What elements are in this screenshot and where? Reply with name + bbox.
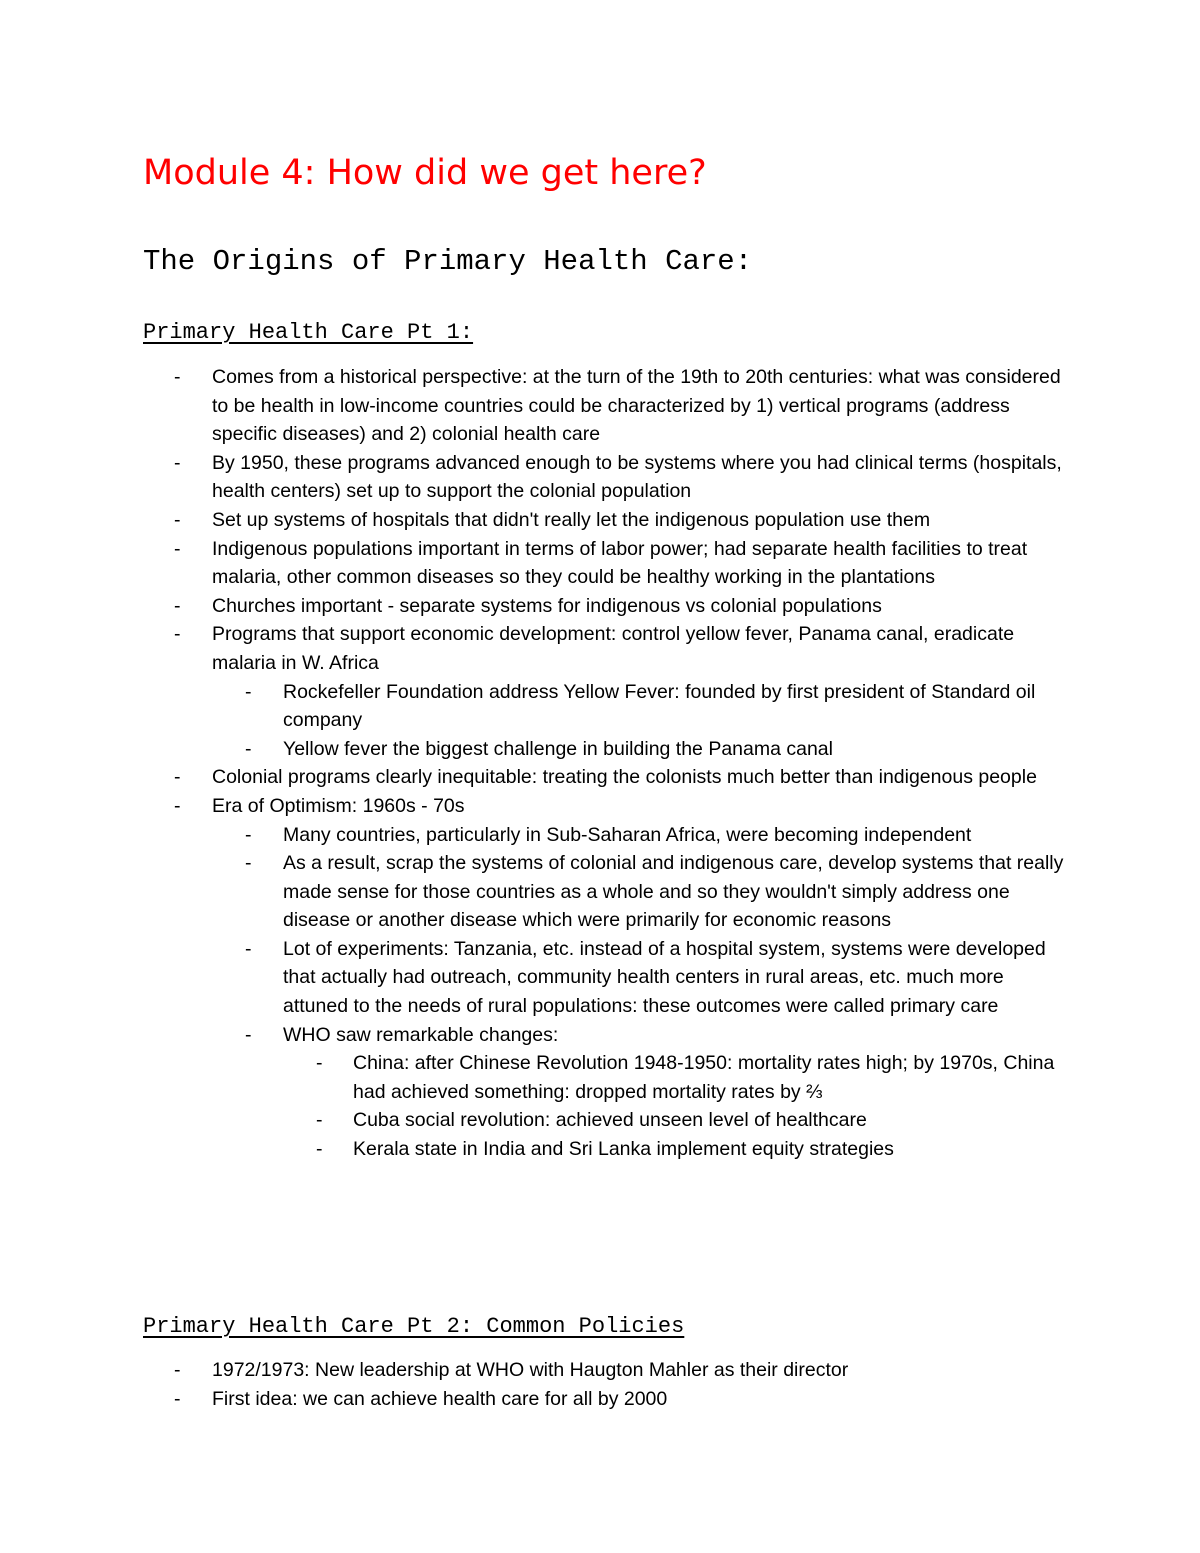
section-2-bullet-list [0,1356,1200,1413]
list-item [0,1021,1200,1050]
list-item [0,935,1200,1021]
list-item-text: Cuba social revolution: achieved unseen level of healthcare [353,1109,867,1132]
bullet-dash: - [174,451,181,474]
bullet-dash: - [316,1138,323,1161]
bullet-dash: - [316,1052,323,1075]
list-item [0,763,1200,792]
list-item [0,735,1200,764]
list-item [0,1049,1200,1106]
list-item-text: Rockefeller Foundation address Yellow Fever: founded by first president of Standard oil company [283,680,1036,732]
bullet-dash: - [174,623,181,646]
list-item [0,678,1200,735]
list-item [0,506,1200,535]
list-item [0,821,1200,850]
bullet-dash: - [174,594,181,617]
list-item-text: As a result, scrap the systems of colonial and indigenous care, develop systems that really made sense for those countries as a whole and so they wouldn't simply address one disease or another disease which were primarily for economic reasons [283,852,1064,932]
module-title: Module 4: How did we get here? [143,153,707,193]
bullet-dash: - [174,366,181,388]
bullet-dash: - [245,937,252,960]
list-item [0,620,1200,677]
bullet-dash: - [245,680,252,703]
bullet-dash: - [174,537,181,560]
list-item [0,535,1200,592]
bullet-dash: - [245,852,252,875]
list-item-text: First idea: we can achieve health care for all by 2000 [212,1387,668,1410]
list-item-text: Yellow fever the biggest challenge in building the Panama canal [283,737,833,760]
list-item [0,849,1200,935]
list-item [0,592,1200,621]
list-item-text: China: after Chinese Revolution 1948-1950: mortality rates high; by 1970s, China had achieved something: dropped mortality rates by ⅔ [353,1052,1055,1103]
bullet-dash: - [174,1387,181,1410]
bullet-dash: - [316,1109,323,1132]
list-item-text: Churches important - separate systems for indigenous vs colonial populations [212,594,882,617]
list-item [0,363,1200,449]
list-item-text: Comes from a historical perspective: at the turn of the 19th to 20th centuries: what was considered to be health in low-income countries could be characterized by 1) vertical programs (address specific diseases) and 2) colonial health care [212,366,1061,446]
list-item [0,1135,1200,1164]
list-item [0,449,1200,506]
list-item [0,1385,1200,1414]
section-1-bullet-list [0,363,1200,1164]
list-item [0,1106,1200,1135]
list-item-text: WHO saw remarkable changes: [283,1023,559,1046]
bullet-dash: - [245,737,252,760]
list-item-text: 1972/1973: New leadership at WHO with Haugton Mahler as their director [212,1359,849,1381]
list-item-text: Programs that support economic development: control yellow fever, Panama canal, eradicate malaria in W. Africa [212,623,1015,674]
list-item [0,792,1200,821]
list-item-text: Colonial programs clearly inequitable: treating the colonists much better than indigenous people [212,766,1037,789]
list-item-text: Lot of experiments: Tanzania, etc. instead of a hospital system, systems were developed that actually had outreach, community health centers in rural areas, etc. much more attuned to the needs of rural populations: these outcomes were called primary care [283,937,1046,1018]
bullet-dash: - [174,1359,181,1381]
bullet-dash: - [245,823,252,846]
origins-title: The Origins of Primary Health Care: [143,245,753,278]
list-item-text: Set up systems of hospitals that didn't really let the indigenous population use them [212,508,931,531]
bullet-dash: - [174,508,181,531]
bullet-dash: - [174,766,181,789]
list-item-text: Kerala state in India and Sri Lanka implement equity strategies [353,1138,894,1161]
list-item-text: By 1950, these programs advanced enough to be systems where you had clinical terms (hospitals, health centers) set up to support the colonial population [212,451,1062,503]
bullet-dash: - [245,1023,252,1046]
bullet-dash: - [174,794,181,817]
section-1-heading: Primary Health Care Pt 1: [143,320,474,345]
list-item-text: Indigenous populations important in terms of labor power; had separate health facilities to treat malaria, other common diseases so they could be healthy working in the plantations [212,537,1028,589]
section-2-heading: Primary Health Care Pt 2: Common Policies [143,1314,685,1339]
list-item-text: Era of Optimism: 1960s - 70s [212,794,465,817]
list-item [0,1356,1200,1385]
list-item-text: Many countries, particularly in Sub-Saharan Africa, were becoming independent [283,823,972,846]
